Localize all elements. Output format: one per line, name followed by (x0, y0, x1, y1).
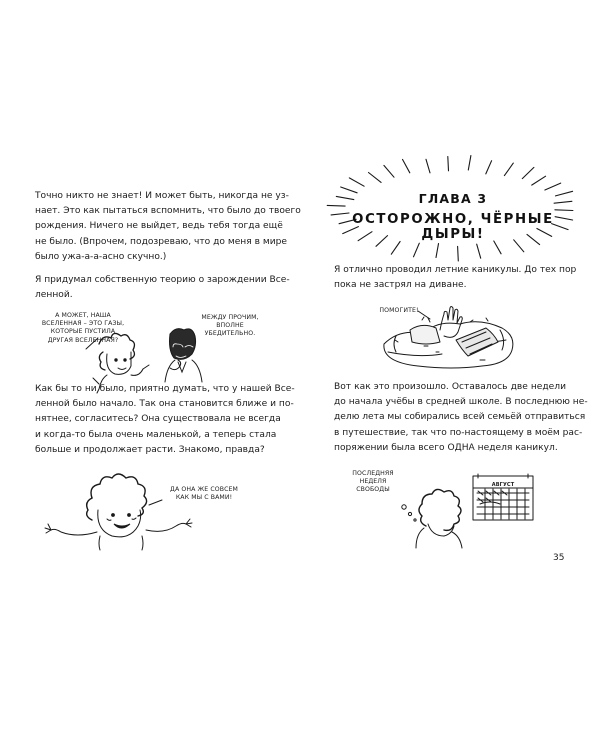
text-line: делю лета мы собирались всей семьёй отправиться (334, 412, 586, 423)
text-line: Я отлично проводил летние каникулы. До тех пор (334, 265, 577, 275)
text-line: ДА ОНА ЖЕ СОВСЕМ (170, 486, 238, 493)
text-line: Я придумал собственную теорию о зарождении Все- (35, 275, 290, 285)
text-line: ленной было начало. Так она становится ближе и по- (35, 399, 294, 410)
text-line: ленной. (35, 290, 73, 301)
text-line: не было. (Впрочем, подозреваю, что до меня в мире (35, 236, 288, 247)
text-line: до начала учёбы в средней школе. В последнюю не- (334, 397, 588, 408)
page-number: 35 (553, 553, 565, 563)
text-line: Точно никто не знает! И может быть, никогда не уз- (35, 191, 289, 201)
text-line: нятнее, согласитесь? Она существовала не всегда (35, 414, 281, 425)
text-line: УБЕДИТЕЛЬНО. (204, 330, 256, 338)
text-line: Как бы то ни было, приятно думать, что у нашей Все- (35, 384, 295, 394)
calendar-month: АВГУСТ (491, 482, 515, 488)
text-line: КАК МЫ С ВАМИ! (175, 494, 233, 502)
text-line: в путешествие, так что по-настоящему в моём рас- (334, 427, 583, 438)
text-line: ДРУГАЯ ВСЕЛЕННАЯ? (47, 336, 119, 344)
chapter-number: ГЛАВА 3 (418, 191, 488, 206)
text-line: КОТОРЫЕ ПУСТИЛА (50, 328, 116, 336)
text-line: больше и продолжает расти. Знакомо, правда? (35, 444, 265, 455)
text-line: поряжении была всего ОДНА неделя каникул. (334, 442, 558, 453)
text-line: было ужа-а-а-асно скучно.) (35, 251, 167, 262)
text-line: ВПОЛНЕ (216, 322, 244, 330)
chapter-title: ОСТОРОЖНО, ЧЁРНЫЕ ДЫРЫ! (352, 212, 554, 242)
text-line: ВСЕЛЕННАЯ – ЭТО ГАЗЫ, (41, 320, 125, 328)
bubble-help-text: ПОМОГИТЕ! (379, 307, 419, 314)
text-line: рождения. Ничего не выйдет, ведь тебя тогда ещё (35, 221, 283, 232)
text-line: МЕЖДУ ПРОЧИМ, (201, 314, 259, 321)
text-line: ПОСЛЕДНЯЯ (352, 470, 394, 477)
text-line: СВОБОДЫ (356, 486, 390, 494)
text-line: пока не застрял на диване. (334, 280, 467, 291)
text-line: НЕДЕЛЯ (359, 478, 387, 486)
text-line: А МОЖЕТ, НАША (55, 312, 111, 319)
text-line: нает. Это как пытаться вспомнить, что было до твоего (35, 206, 301, 217)
text-line: и когда-то была очень маленькой, а теперь стала (35, 429, 277, 440)
text-line: Вот как это произошло. Оставалось две недели (334, 382, 566, 392)
